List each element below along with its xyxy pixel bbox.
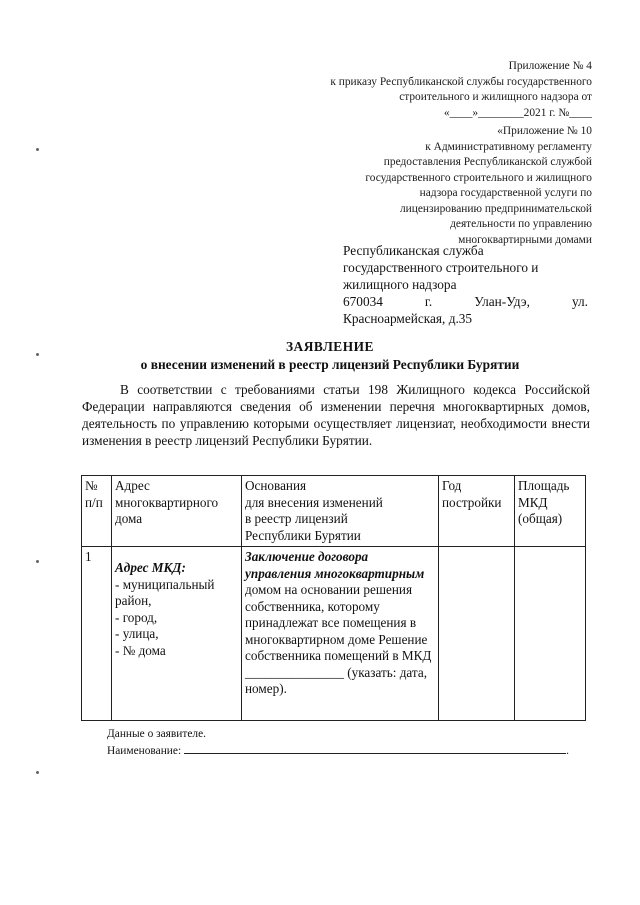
margin-dot (36, 771, 39, 774)
header-year: Год постройки (439, 476, 515, 547)
regulation-appendix-header (365, 124, 592, 248)
applicant-heading: Данные о заявителе. (107, 728, 207, 740)
header-address: Адрес многоквартирного дома (112, 476, 242, 547)
addressee-line: жилищного надзора (343, 277, 457, 292)
applicant-name-row (107, 742, 569, 759)
regulation-line: деятельности по управлению (450, 218, 592, 230)
appendix-header (330, 59, 592, 121)
regulation-line: «Приложение № 10 (497, 125, 592, 137)
table-row (82, 547, 586, 721)
appendix-line: «____»________2021 г. №____ (443, 106, 592, 119)
address-item: - улица, (115, 626, 159, 641)
margin-dot (36, 353, 39, 356)
cell-address: Адрес МКД: - муниципальный район, - город, - улица, - № дома (112, 547, 242, 721)
margin-dot (36, 148, 39, 151)
title-heading: ЗАЯВЛЕНИЕ (285, 339, 374, 354)
regulation-line: предоставления Республиканской службой (383, 156, 592, 168)
addressee-line: государственного строительного и (343, 260, 539, 275)
body-paragraph-block (82, 381, 590, 449)
cell-area (515, 547, 586, 721)
address-item: - № дома (115, 642, 166, 658)
cell-year (439, 547, 515, 721)
city-name: Улан-Удэ, (474, 294, 530, 309)
regulation-line: лицензированию предпринимательской (399, 202, 592, 215)
body-paragraph: В соответствии с требованиями статьи 198 Жилищного кодекса Российской Федерации направляются сведения об изменении перечня многоквартирных домов, деятельность по управлению которыми осуществляет лицензиат, необходимости внести изменения в реестр лицензий Республики Бурятии. (82, 382, 590, 448)
city-prefix: г. (424, 294, 433, 309)
appendix-line: строительного и жилищного надзора от (399, 91, 592, 103)
address-item: - город, (115, 609, 158, 625)
appendix-line: Приложение № 4 (508, 60, 592, 72)
address-item: район, (115, 593, 152, 608)
regulation-line: государственного строительного и жилищного (365, 171, 592, 184)
applicant-block (107, 727, 569, 759)
header-num: № п/п (82, 476, 112, 547)
table-header-row (82, 476, 586, 547)
header-grounds: Основания для внесения изменений в реестр лицензий Республики Бурятии (242, 476, 439, 547)
applicant-name-label: Наименование: (107, 745, 182, 757)
street-prefix: ул. (571, 294, 588, 309)
addressee-block (343, 242, 588, 327)
appendix-line: к приказу Республиканской службы государственного (330, 75, 592, 88)
changes-table (81, 475, 586, 721)
cell-num: 1 (82, 547, 112, 721)
grounds-text: домом на основании решения собственника, которому принадлежат все помещения в многоквартирном доме Решение собственника помещений в МКД (245, 582, 432, 663)
regulation-line: надзора государственной услуги по (419, 187, 592, 199)
grounds-emphasis: Заключение договора управления многоквартирным (245, 549, 425, 581)
document-title (60, 338, 600, 373)
title-subheading: о внесении изменений в реестр лицензий Республики Бурятии (140, 357, 520, 372)
address-title: Адрес МКД (115, 560, 182, 575)
regulation-line: многоквартирными домами (458, 233, 592, 246)
applicant-name-field[interactable] (184, 742, 566, 754)
regulation-line: к Административному регламенту (425, 140, 592, 153)
cell-grounds (242, 547, 439, 721)
address-item: - муниципальный (115, 576, 215, 592)
postal-code: 670034 (343, 294, 383, 309)
addressee-street: Красноармейская, д.35 (343, 311, 473, 326)
addressee-address-line (343, 293, 588, 310)
applicant-name-end: . (566, 745, 569, 757)
grounds-tail: (указать: дата, номер). (245, 664, 428, 696)
grounds-blank: _______________ (245, 664, 344, 680)
margin-dot (36, 560, 39, 563)
header-area: Площадь МКД (общая) (515, 476, 586, 547)
addressee-line: Республиканская служба (343, 243, 484, 258)
